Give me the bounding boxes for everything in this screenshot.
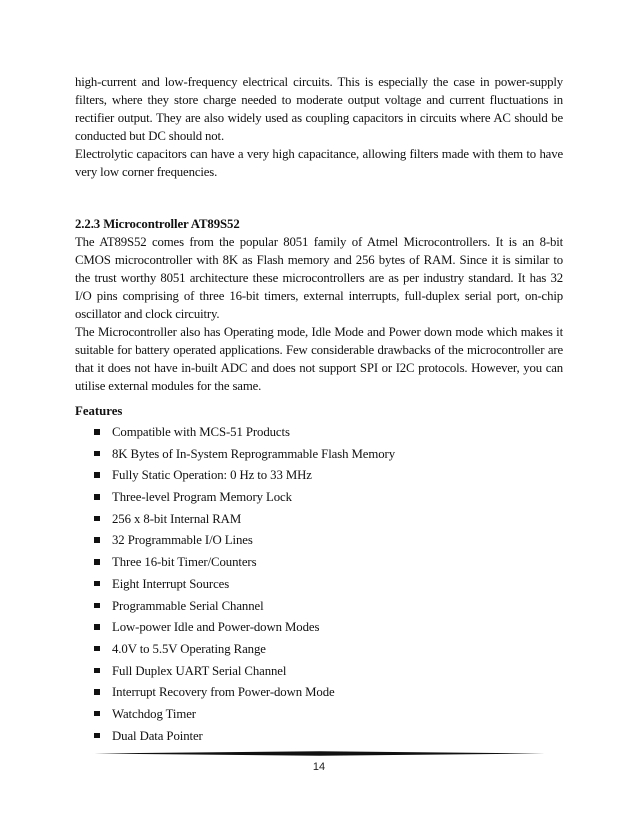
- list-item: [75, 575, 563, 593]
- list-item: [75, 553, 563, 571]
- square-bullet-icon: [94, 451, 100, 457]
- list-item-text: Three-level Program Memory Lock: [112, 490, 292, 505]
- square-bullet-icon: [94, 689, 100, 695]
- square-bullet-icon: [94, 537, 100, 543]
- list-item-text: Eight Interrupt Sources: [112, 576, 230, 591]
- list-item: [75, 466, 563, 484]
- feature-list: [75, 423, 563, 745]
- square-bullet-icon: [94, 624, 100, 630]
- list-item: [75, 683, 563, 701]
- list-item-text: Dual Data Pointer: [112, 728, 203, 743]
- list-item: [75, 662, 563, 680]
- paragraph-capacitor-uses: high-current and low-frequency electrical circuits. This is especially the case in power-supply filters, where they store charge needed to moderate output voltage and current fluctuations in rectifier output. They are also widely used as coupling capacitors in circuits where AC should be conducted but DC should not.: [75, 75, 563, 143]
- list-item-text: Full Duplex UART Serial Channel: [112, 663, 287, 678]
- paragraph-operating-modes: The Microcontroller also has Operating mode, Idle Mode and Power down mode which makes it suitable for battery operated applications. Few considerable drawbacks of the microcontroller are that it does not have in-built ADC and does not support SPI or I2C protocols. However, you can utilise external modules for the same.: [75, 325, 563, 393]
- list-item: [75, 640, 563, 658]
- paragraph-electrolytic-capacitance: Electrolytic capacitors can have a very high capacitance, allowing filters made with them to have very low corner frequencies.: [75, 147, 563, 179]
- page-number: 14: [312, 761, 326, 773]
- features-heading: Features: [75, 404, 123, 418]
- square-bullet-icon: [94, 516, 100, 522]
- list-item-text: 4.0V to 5.5V Operating Range: [112, 641, 266, 656]
- footer-rule-shape: [94, 751, 545, 756]
- page-content: [75, 73, 563, 748]
- list-item-text: Interrupt Recovery from Power-down Mode: [112, 685, 335, 700]
- square-bullet-icon: [94, 668, 100, 674]
- section-heading: 2.2.3 Microcontroller AT89S52: [75, 217, 240, 231]
- footer-rule: [94, 751, 545, 756]
- square-bullet-icon: [94, 494, 100, 500]
- square-bullet-icon: [94, 733, 100, 739]
- square-bullet-icon: [94, 603, 100, 609]
- square-bullet-icon: [94, 646, 100, 652]
- list-item-text: Low-power Idle and Power-down Modes: [112, 620, 320, 635]
- list-item: [75, 597, 563, 615]
- list-item: [75, 727, 563, 745]
- square-bullet-icon: [94, 429, 100, 435]
- list-item: [75, 488, 563, 506]
- list-item: [75, 423, 563, 441]
- list-item: [75, 510, 563, 528]
- list-item-text: Compatible with MCS-51 Products: [112, 425, 290, 439]
- list-item: [75, 705, 563, 723]
- square-bullet-icon: [94, 711, 100, 717]
- list-item-text: Three 16-bit Timer/Counters: [112, 555, 257, 570]
- list-item-text: Fully Static Operation: 0 Hz to 33 MHz: [112, 468, 312, 483]
- list-item-text: Watchdog Timer: [112, 706, 196, 721]
- square-bullet-icon: [94, 472, 100, 478]
- list-item: [75, 445, 563, 463]
- list-item-text: 8K Bytes of In-System Reprogrammable Flash Memory: [112, 446, 395, 461]
- paragraph-at89s52-intro: The AT89S52 comes from the popular 8051 family of Atmel Microcontrollers. It is an 8-bit CMOS microcontroller with 8K as Flash memory and 256 bytes of RAM. Since it is similar to the trust worthy 8051 architecture these microcontrollers are as per industry standard. It has 32 I/O pins comprising of three 16-bit timers, external interrupts, full-duplex serial port, on-chip oscillator and clock circuitry.: [75, 235, 563, 321]
- list-item-text: Programmable Serial Channel: [112, 598, 264, 613]
- square-bullet-icon: [94, 581, 100, 587]
- list-item-text: 256 x 8-bit Internal RAM: [112, 511, 242, 526]
- list-item: [75, 531, 563, 549]
- list-item-text: 32 Programmable I/O Lines: [112, 533, 253, 548]
- list-item: [75, 618, 563, 636]
- square-bullet-icon: [94, 559, 100, 565]
